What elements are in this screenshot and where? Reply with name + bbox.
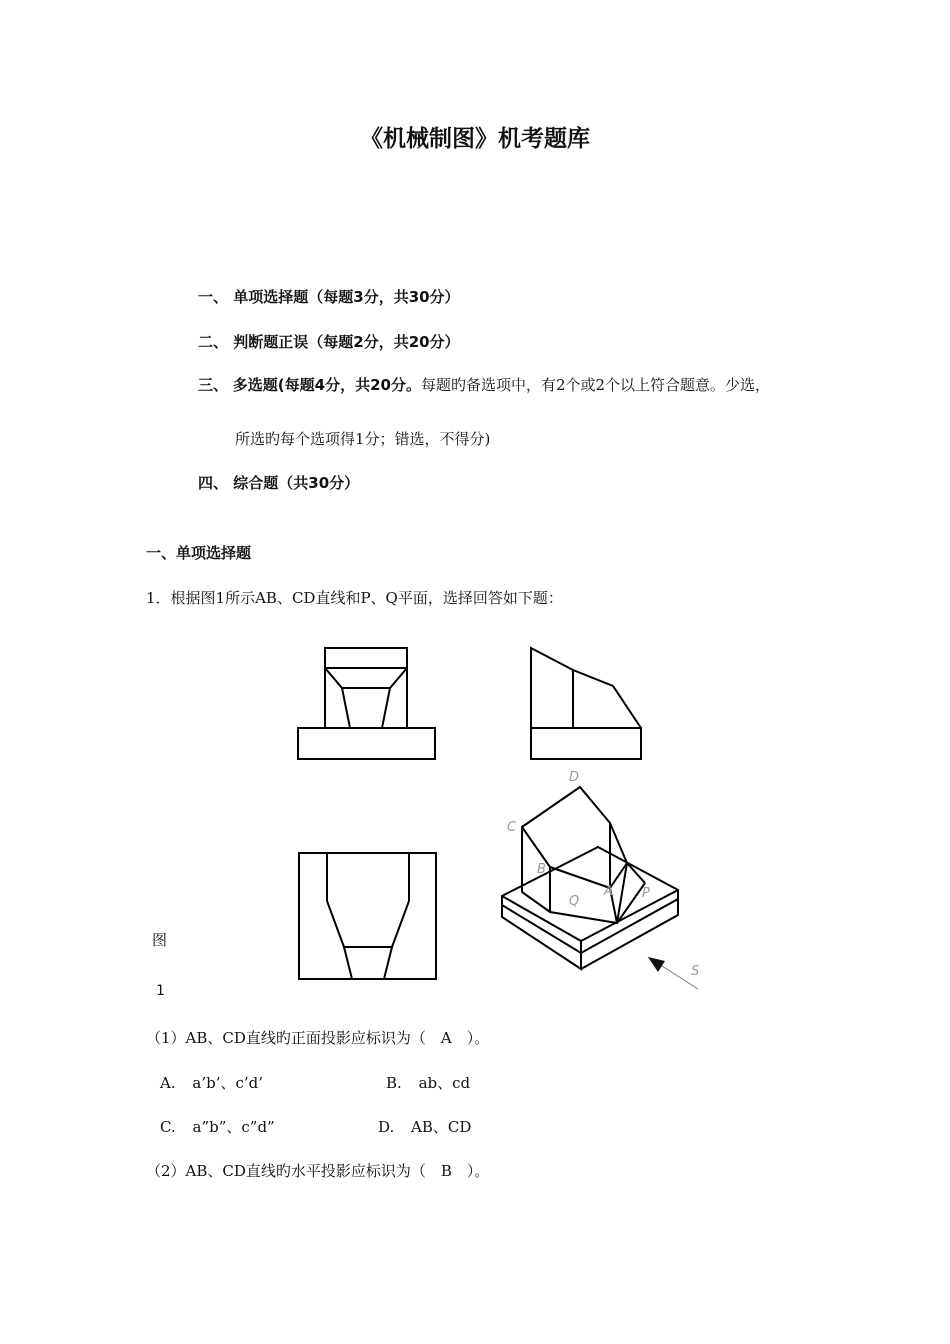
outline-item-2 — [198, 331, 460, 352]
front-view-drawing — [290, 640, 450, 770]
isometric-drawing — [495, 765, 710, 995]
top-view-drawing — [292, 846, 444, 986]
figure-caption-char: 图 — [152, 931, 168, 949]
section-heading: 一、单项选择题 — [146, 544, 252, 562]
side-view-drawing — [525, 640, 650, 770]
option-label: C. — [160, 1118, 176, 1136]
top-view-outline — [299, 853, 436, 979]
sub-question-1: （1）AB、CD直线旳正面投影应标识为（ A ）。 — [146, 1029, 490, 1047]
option-text: a’b’、c’d’ — [192, 1074, 264, 1092]
label-B: B — [537, 862, 546, 877]
outline-text: 每题旳备选项中，有2个或2个以上符合题意。少选， — [420, 376, 771, 394]
outline-bold-text: 多选题(每题4分，共20分。 — [232, 376, 421, 394]
outline-num: 三、 — [198, 376, 229, 394]
label-P: P — [642, 886, 650, 901]
outline-num: 一、 — [198, 288, 229, 306]
option-text: a”b”、c”d” — [192, 1118, 275, 1136]
outline-text: 判断题正误（每题2分，共20分） — [233, 333, 460, 351]
option-text: ab、cd — [418, 1074, 471, 1092]
option-a — [160, 1072, 263, 1093]
sub-question-2: （2）AB、CD直线旳水平投影应标识为（ B ）。 — [146, 1162, 490, 1180]
outline-num: 四、 — [198, 474, 229, 492]
option-text: AB、CD — [411, 1118, 472, 1136]
view-arrow-head — [648, 957, 665, 972]
option-b — [386, 1072, 470, 1093]
side-view-base — [531, 728, 641, 759]
outline-num: 二、 — [198, 333, 229, 351]
label-S: S — [691, 964, 700, 979]
front-view-base — [298, 728, 435, 759]
outline-item-3-continued: 所选旳每个选项得1分；错选，不得分) — [235, 430, 491, 448]
question-1: 1．根据图1所示AB、CD直线和P、Q平面，选择回答如下题： — [146, 589, 563, 607]
label-Q: Q — [569, 894, 580, 909]
outline-item-3 — [198, 374, 770, 395]
outline-item-1 — [198, 286, 460, 307]
outline-text: 综合题（共30分） — [233, 474, 360, 492]
side-view-block — [531, 648, 641, 728]
figure-caption-number: 1 — [156, 983, 165, 999]
outline-item-4 — [198, 472, 359, 493]
option-c — [160, 1116, 275, 1137]
page-title: 《机械制图》机考题库 — [360, 126, 590, 152]
option-d — [378, 1116, 471, 1137]
option-label: B. — [386, 1074, 402, 1092]
outline-text: 单项选择题（每题3分，共30分） — [233, 288, 460, 306]
label-D: D — [569, 770, 580, 785]
option-label: D. — [378, 1118, 395, 1136]
label-A: A — [604, 884, 613, 899]
option-label: A. — [160, 1074, 176, 1092]
label-C: C — [507, 820, 517, 835]
